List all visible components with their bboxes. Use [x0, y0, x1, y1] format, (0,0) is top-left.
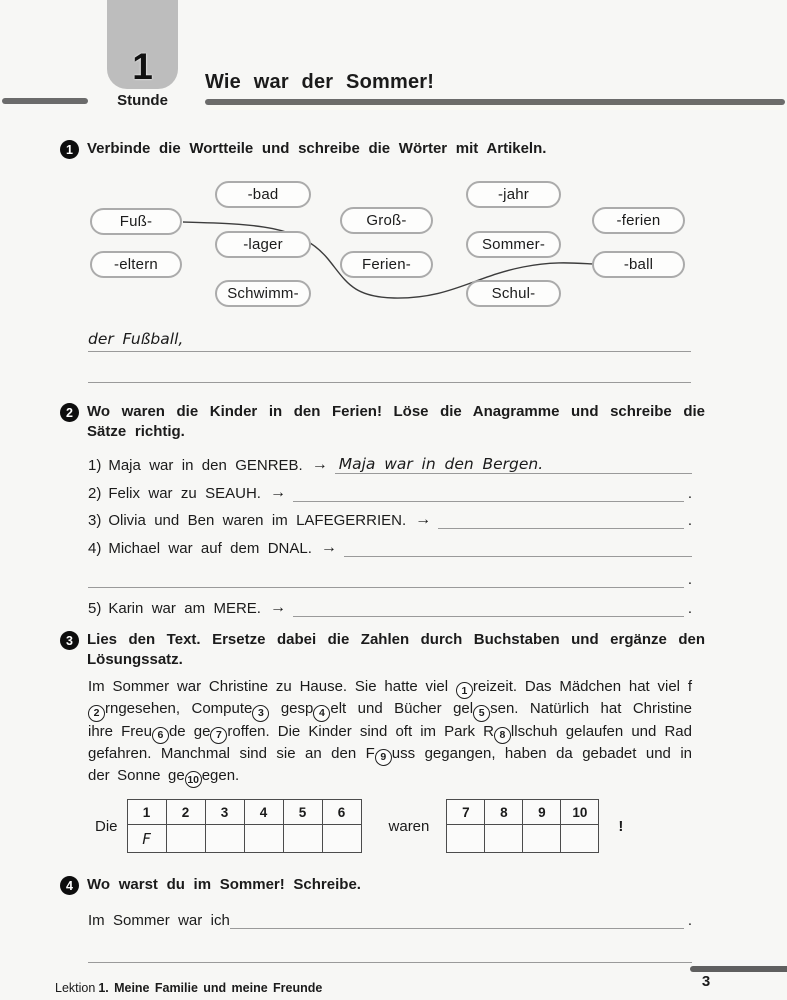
- solution-answer-cell[interactable]: [561, 825, 599, 853]
- solution-header-cell: 9: [523, 800, 561, 825]
- pill-fuss[interactable]: Fuß-: [90, 208, 182, 235]
- lesson-word: Stunde: [117, 92, 168, 109]
- circled-number-10: 10: [185, 771, 202, 788]
- pill-sommer[interactable]: Sommer-: [466, 231, 561, 258]
- arrow-icon: →: [320, 538, 337, 556]
- solution-header-cell: 1: [127, 800, 166, 825]
- ex2-item-text: Olivia und Ben waren im LAFEGERRIEN.: [108, 512, 407, 529]
- ex2-item-number: 4): [88, 539, 102, 557]
- lesson-number-tab: [107, 0, 178, 89]
- circled-number-2: 2: [88, 705, 105, 722]
- pill-ball[interactable]: -ball: [592, 251, 685, 278]
- lesson-number: 1: [132, 46, 153, 87]
- word-pills-area: [0, 175, 787, 315]
- solution-header-cell: 4: [244, 800, 283, 825]
- exercise-1-heading-row: [60, 139, 705, 159]
- solution-sentence: [95, 797, 623, 855]
- footer-lesson-label: Lektion: [55, 981, 96, 995]
- header-rule-right: [205, 99, 785, 105]
- ex2-item-text: Maja war in den GENREB.: [108, 457, 303, 474]
- circled-number-9: 9: [375, 749, 392, 766]
- pill-eltern[interactable]: -eltern: [90, 251, 182, 278]
- solution-answer-cell[interactable]: [447, 825, 485, 853]
- ex2-item-period: .: [687, 484, 692, 502]
- ex2-item-3: [88, 505, 692, 529]
- circled-number-1: 1: [456, 682, 473, 699]
- exercise-3-badge: 3: [60, 631, 79, 650]
- page-title: Wie war der Sommer!: [205, 71, 435, 93]
- exercise-2-items: [88, 450, 692, 620]
- solution-header-cell: 2: [166, 800, 205, 825]
- pill-gross[interactable]: Groß-: [340, 207, 433, 234]
- ex2-answer-line[interactable]: Maja war in den Bergen.: [335, 455, 692, 474]
- footer-rule: [690, 966, 787, 972]
- exercise-3-text: Im Sommer war Christine zu Hause. Sie hatte viel 1 reizeit. Das Mädchen hat viel f2 rngesehen, Compute 3 gesp 4 elt und Bücher gel 5 sen. Natürlich hat Christine ihre Freu 6 de ge 7 roffen. Die Kinder sind oft im Park R 8 llschuh gelaufen und Rad gefahren. Manchmal sind sie an den F 9 uss gegangen, haben da gebadet und in der Sonne ge 10 egen.: [88, 677, 692, 788]
- solution-answer-cell[interactable]: F: [127, 825, 166, 853]
- ex2-item-number: 1): [88, 457, 102, 474]
- arrow-icon: →: [269, 598, 286, 616]
- circled-number-4: 4: [313, 705, 330, 722]
- circled-number-3: 3: [252, 705, 269, 722]
- pill-ferien-prefix[interactable]: Ferien-: [340, 251, 433, 278]
- ex2-item-text: Karin war am MERE.: [108, 599, 261, 617]
- solution-middle: waren: [388, 817, 430, 835]
- ex4-sentence-start: Im Sommer war ich: [88, 912, 230, 929]
- ex1-written-answer: der Fußball,: [88, 330, 184, 348]
- pill-ferien-suffix[interactable]: -ferien: [592, 207, 685, 234]
- pill-jahr[interactable]: -jahr: [466, 181, 561, 208]
- ex2-item-1: [88, 450, 692, 474]
- ex2-answer-line-continued[interactable]: [88, 587, 684, 588]
- exercise-4-heading: Wo warst du im Sommer! Schreibe.: [87, 876, 361, 893]
- solution-answer-cell[interactable]: [166, 825, 205, 853]
- circled-number-8: 8: [494, 727, 511, 744]
- solution-answer-cell[interactable]: [205, 825, 244, 853]
- footer-lesson: [55, 981, 322, 995]
- ex2-item-period: .: [687, 512, 692, 529]
- solution-header-cell: 8: [485, 800, 523, 825]
- ex2-item-number: 3): [88, 512, 102, 529]
- exercise-1-heading: Verbinde die Wortteile und schreibe die Wörter mit Artikeln.: [87, 140, 547, 157]
- ex2-item-text: Felix war zu SEAUH.: [108, 484, 261, 502]
- ex4-answer-line-2[interactable]: [88, 941, 692, 963]
- ex2-answer-line[interactable]: [344, 556, 692, 557]
- circled-number-7: 7: [210, 727, 227, 744]
- ex4-answer-line-1[interactable]: [230, 928, 684, 929]
- solution-answer-cell[interactable]: [322, 825, 361, 853]
- connection-line: [0, 175, 787, 315]
- ex2-item-number: 2): [88, 484, 102, 502]
- pill-bad[interactable]: -bad: [215, 181, 311, 208]
- arrow-icon: →: [415, 511, 432, 528]
- pill-schul[interactable]: Schul-: [466, 280, 561, 307]
- pill-schwimm[interactable]: Schwimm-: [215, 280, 311, 307]
- solution-answer-cell[interactable]: [523, 825, 561, 853]
- header-rule-left: [2, 98, 88, 104]
- solution-header-cell: 6: [322, 800, 361, 825]
- page-number: 3: [701, 973, 711, 990]
- ex2-item-text: Michael war auf dem DNAL.: [108, 539, 312, 557]
- exercise-3-heading: Lies den Text. Ersetze dabei die Zahlen durch Buchstaben und ergänze den Lösungssatz.: [87, 631, 705, 668]
- ex2-item-4: [88, 533, 692, 557]
- circled-number-6: 6: [152, 727, 169, 744]
- solution-header-cell: 10: [561, 800, 599, 825]
- solution-header-cell: 3: [205, 800, 244, 825]
- exercise-4-heading-row: [60, 875, 705, 895]
- ex4-tail: .: [687, 912, 692, 929]
- ex2-item-4-continuation: [88, 564, 692, 588]
- ex2-item-period: .: [687, 599, 692, 617]
- ex2-item-period: .: [687, 570, 692, 588]
- ex2-answer-line[interactable]: [293, 501, 684, 502]
- exercise-3-heading-row: [60, 630, 705, 670]
- ex1-answer-line-1[interactable]: [88, 330, 691, 352]
- exercise-2-heading-row: [60, 402, 705, 442]
- ex2-answer-line[interactable]: [438, 528, 684, 529]
- exercise-2-heading: Wo waren die Kinder in den Ferien! Löse die Anagramme und schreibe die Sätze richtig.: [87, 403, 705, 440]
- circled-number-5: 5: [473, 705, 490, 722]
- ex2-answer-line[interactable]: [293, 616, 684, 617]
- arrow-icon: →: [269, 483, 286, 501]
- footer-lesson-title: 1. Meine Familie und meine Freunde: [98, 981, 323, 995]
- ex1-answer-line-2[interactable]: [88, 361, 691, 383]
- ex2-item-number: 5): [88, 599, 102, 617]
- exercise-2-badge: 2: [60, 403, 79, 422]
- exercise-4-sentence: [88, 905, 692, 929]
- ex2-item-2: [88, 478, 692, 502]
- solution-answer-cell[interactable]: [485, 825, 523, 853]
- solution-table-1-6[interactable]: [127, 799, 362, 853]
- solution-prefix: Die: [95, 817, 118, 835]
- exercise-4-badge: 4: [60, 876, 79, 895]
- exercise-1-badge: 1: [60, 140, 79, 159]
- ex2-item-5: [88, 593, 692, 617]
- solution-suffix: !: [618, 817, 624, 835]
- solution-table-7-10[interactable]: [446, 799, 599, 853]
- pill-lager[interactable]: -lager: [215, 231, 311, 258]
- solution-header-cell: 7: [447, 800, 485, 825]
- solution-answer-cell[interactable]: [283, 825, 322, 853]
- arrow-icon: →: [311, 456, 328, 473]
- solution-header-cell: 5: [283, 800, 322, 825]
- solution-answer-cell[interactable]: [244, 825, 283, 853]
